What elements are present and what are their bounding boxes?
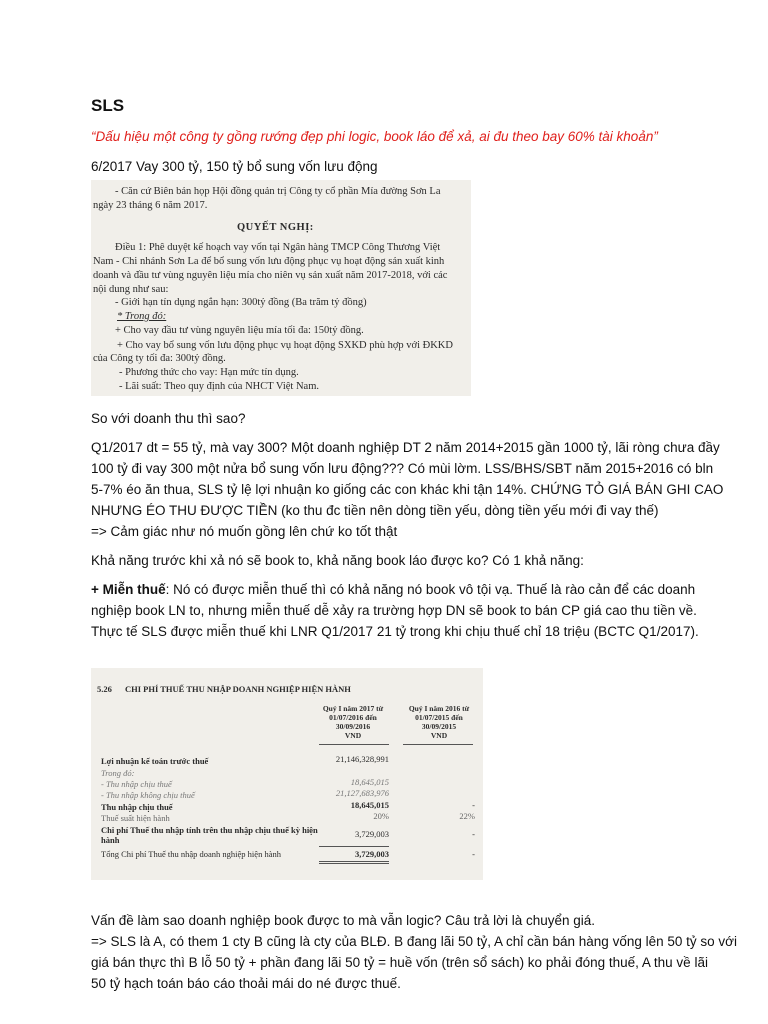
row-label: - Thu nhập không chịu thuế: [101, 790, 195, 800]
tax-paragraph: [91, 579, 751, 642]
row-value: -: [472, 849, 475, 859]
page-title: SLS: [91, 96, 125, 115]
header-line: VND: [344, 731, 362, 740]
revenue-question: So với doanh thu thì sao?: [91, 411, 246, 426]
scan-line: + Cho vay bổ sung vốn lưu động phục vụ hoạt động SXKD phù hợp với ĐKKD: [117, 340, 453, 351]
scan-line: - Căn cứ Biên bản họp Hội đồng quản trị Công ty cổ phần Mía đường Sơn La: [115, 186, 441, 197]
row-label: Lợi nhuận kế toán trước thuế: [101, 756, 209, 766]
scan-line: nội dung như sau:: [93, 284, 169, 295]
header-line: 01/07/2016 đến: [329, 713, 377, 722]
column-header-2016: [399, 704, 479, 740]
scan-line: - Lãi suất: Theo quy định của NHCT Việt Nam.: [119, 381, 320, 392]
column-header-2017: [313, 704, 393, 740]
row-label: Thu nhập chịu thuế: [101, 802, 173, 812]
paragraph-line: [91, 579, 751, 600]
scan-heading: QUYẾT NGHỊ:: [237, 222, 314, 233]
paragraph-line: 100 tỷ đi vay 300 một nửa bổ sung vốn lưu động??? Có mùi lờm. LSS/BHS/SBT năm 2015+2016 có bln: [91, 461, 714, 476]
row-value: -: [472, 800, 475, 810]
feeling-line: => Cảm giác như nó muốn gồng lên chứ ko tốt thật: [91, 524, 398, 539]
row-value: 20%: [373, 811, 389, 821]
header-line: Quý I năm 2016 từ: [408, 704, 470, 713]
header-rule: [319, 744, 389, 745]
scan-line: Điều 1: Phê duyệt kế hoạch vay vốn tại Ngân hàng TMCP Công Thương Việt: [115, 242, 441, 253]
quote-text: “Dấu hiệu một công ty gồng rướng đẹp phi logic, book láo để xả, ai đu theo bay 60% tài khoản”: [91, 129, 658, 144]
scan-line: Nam - Chi nhánh Sơn La để bổ sung vốn lưu động phục vụ hoạt động sản xuất kinh: [93, 256, 445, 267]
scan-line: - Giới hạn tín dụng ngắn hạn: 300tỷ đồng (Ba trăm tỷ đồng): [115, 297, 367, 308]
header-line: Quý I năm 2017 từ: [322, 704, 384, 713]
header-line: 30/09/2015: [421, 722, 457, 731]
scan-line: ngày 23 tháng 6 năm 2017.: [93, 200, 208, 211]
row-label: Thuế suất hiện hành: [101, 813, 170, 823]
table-section-number: 5.26: [97, 684, 112, 694]
total-rule: [319, 846, 389, 847]
table-heading: CHI PHÍ THUẾ THU NHẬP DOANH NGHIỆP HIỆN HÀNH: [125, 684, 351, 694]
scan-line: * Trong đó:: [117, 311, 167, 322]
row-value: 21,127,683,976: [335, 788, 389, 798]
header-line: VND: [430, 731, 448, 740]
row-label: Tổng Chi phí Thuế thu nhập doanh nghiệp hiện hành: [101, 849, 281, 859]
row-value: 21,146,328,991: [335, 754, 389, 764]
paragraph-line: Thực tế SLS được miễn thuế khi LNR Q1/2017 21 tỷ trong khi chịu thuế chỉ 18 triệu (BCTC Q1/2017).: [91, 624, 699, 639]
row-value: 22%: [459, 811, 475, 821]
row-label: hành: [101, 835, 120, 845]
paragraph-line: NHƯNG ÉO THU ĐƯỢC TIỀN (ko thu đc tiền nên dòng tiền yếu, dòng tiền yếu mới đi vay thế): [91, 503, 659, 518]
total-double-rule: [319, 861, 389, 862]
paragraph-line: 5-7% éo ăn thua, SLS tỷ lệ lợi nhuận ko giống các con khác khi tận 14%. CHỨNG TỎ GIÁ BÁN GHI CAO: [91, 482, 724, 497]
paragraph-line: Vấn đề làm sao doanh nghiệp book được to mà vẫn logic? Câu trả lời là chuyển giá.: [91, 913, 596, 928]
final-paragraph: [91, 910, 761, 994]
tax-table-scan-image: [91, 668, 483, 880]
decision-scan-image: [91, 180, 471, 396]
row-value: 18,645,015: [350, 777, 389, 787]
paragraph-line: giá bán thực thì B lỗ 50 tỷ + phần đang lãi 50 tỷ = huề vốn (trên sổ sách) ko phải đóng thuế, A thu về lãi: [91, 955, 708, 970]
row-value: 3,729,003: [355, 829, 389, 839]
row-value: 3,729,003: [355, 849, 389, 859]
header-line: 30/09/2016: [335, 722, 371, 731]
paragraph-text: : Nó có được miễn thuế thì có khả năng nó book vô tội vạ. Thuế là rào cản để các doanh: [165, 582, 696, 597]
scan-line: của Công ty tối đa: 300tỷ đồng.: [93, 353, 226, 364]
paragraph-line: Q1/2017 dt = 55 tỷ, mà vay 300? Một doanh nghiệp DT 2 năm 2014+2015 gần 1000 tỷ, lãi ròng chưa đầy: [91, 440, 720, 455]
row-label: Trong đó:: [101, 768, 135, 778]
ability-line: Khả năng trước khi xả nó sẽ book to, khả năng book láo được ko? Có 1 khả năng:: [91, 553, 584, 568]
header-rule: [403, 744, 473, 745]
row-label: Chi phí Thuế thu nhập tính trên thu nhập chịu thuế kỳ hiện: [101, 825, 318, 835]
scan-line: - Phương thức cho vay: Hạn mức tín dụng.: [119, 367, 299, 378]
header-line: 01/07/2015 đến: [415, 713, 463, 722]
paragraph-line: nghiệp book LN to, nhưng miễn thuế dễ xảy ra trường hợp DN sẽ book to bán CP giá cao thu tiền về.: [91, 603, 697, 618]
loan-line: 6/2017 Vay 300 tỷ, 150 tỷ bổ sung vốn lưu động: [91, 159, 378, 174]
row-value: -: [472, 829, 475, 839]
row-label: - Thu nhập chịu thuế: [101, 779, 172, 789]
paragraph-line: => SLS là A, có them 1 cty B cũng là cty của BLĐ. B đang lãi 50 tỷ, A chỉ cần bán hàng vống lên 50 tỷ so với: [91, 934, 737, 949]
revenue-paragraph: [91, 437, 751, 521]
paragraph-line: 50 tỷ hạch toán báo cáo thoải mái do né được thuế.: [91, 976, 401, 991]
scan-line: doanh và đầu tư vùng nguyên liệu mía cho niên vụ sản xuất năm 2017-2018, với các: [93, 270, 448, 281]
scan-line: + Cho vay đầu tư vùng nguyên liệu mía tối đa: 150tỷ đồng.: [115, 325, 364, 336]
tax-lead: + Miễn thuế: [91, 582, 166, 597]
row-value: 18,645,015: [350, 800, 389, 810]
total-double-rule: [319, 863, 389, 864]
